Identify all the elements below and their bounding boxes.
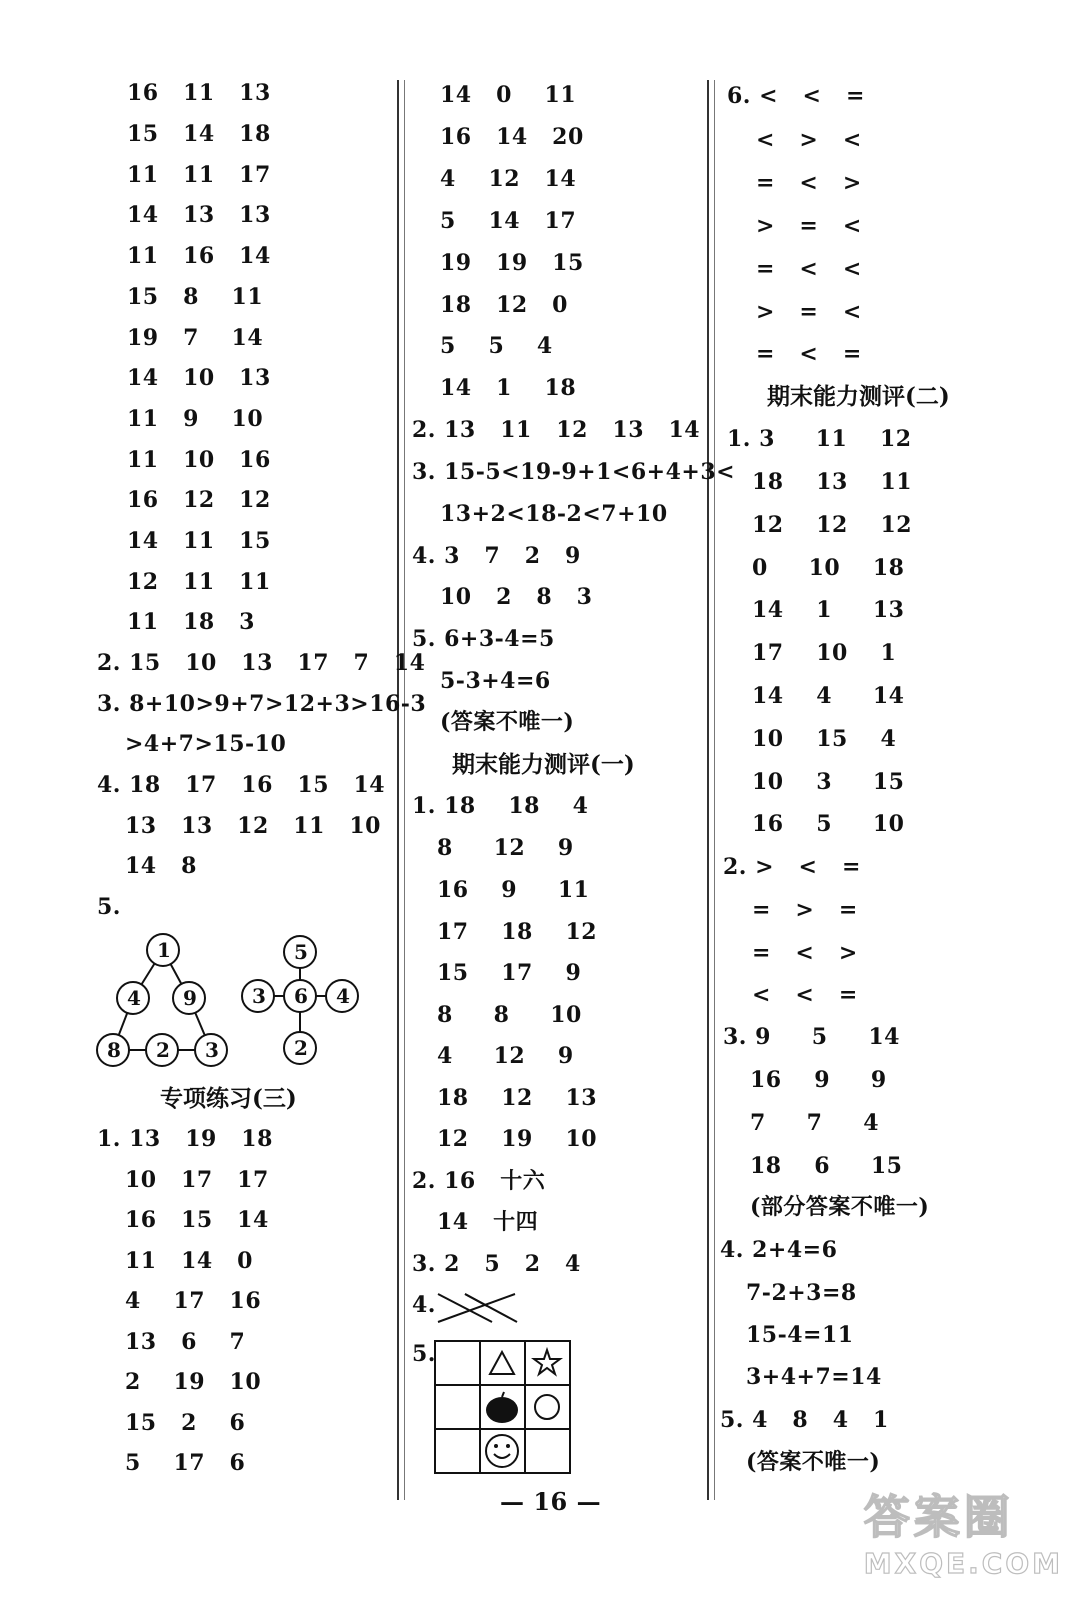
answer-row: 16 14 20 [440,124,584,150]
question-2-row2: 14 十四 [437,1209,539,1235]
answer-row: = > = [752,897,858,923]
question-2: 2. 16 十六 [412,1168,546,1194]
question-5: 5. 6+3-4=5 [412,626,555,652]
answer-row: 11 9 10 [127,406,264,432]
answer-row: 15 8 11 [127,284,264,310]
answer-note: (答案不唯一) [746,1449,881,1475]
triangle-icon [490,1352,514,1374]
question-2: 2. 13 11 12 13 14 [412,417,701,443]
answer-row: 18 12 13 [437,1085,598,1111]
answer-row: 10 17 17 [125,1167,269,1193]
question-5: 5. [412,1341,436,1367]
watermark-text: 答案圈 [863,1490,1014,1544]
question-3: 3. 9 5 14 [723,1024,900,1050]
answer-row: 5 17 6 [125,1450,246,1476]
answer-row: 14 4 14 [752,683,905,709]
question-5: 5. [97,894,121,920]
answer-row: 10 3 15 [752,769,905,795]
answer-row: 11 18 3 [127,609,255,635]
answer-row: > = < [756,213,862,239]
section-title: 期末能力测评(二) [767,383,950,410]
circle-icon [535,1395,559,1419]
shape-grid-diagram [434,1340,574,1474]
answer-row: 17 10 1 [752,640,897,666]
column-divider-left [397,80,399,1500]
answer-row: 18 12 0 [440,292,568,318]
answer-row: 8 12 9 [437,835,574,861]
answer-row: 7-2+3=8 [746,1280,857,1306]
answer-row: 19 7 14 [127,325,264,351]
question-2: 2. > < = [723,854,861,880]
answer-row: 14 1 18 [440,375,577,401]
question-4: 4. 3 7 2 9 [412,543,581,569]
answer-row: 1. 18 18 4 [412,793,589,819]
cross-node: 5 [294,940,308,964]
star-icon [534,1350,560,1374]
triangle-node: 1 [157,938,171,962]
triangle-node: 2 [156,1038,170,1062]
cross-node: 3 [252,984,266,1008]
answer-row: = < < [756,256,862,282]
answer-row: 4 17 16 [125,1288,262,1314]
answer-row: < > < [756,127,862,153]
answer-row: 14 0 11 [440,82,577,108]
triangle-node: 4 [127,986,141,1010]
answer-row: 11 11 17 [127,162,271,188]
question-4-row2: 10 2 8 3 [440,584,593,610]
answer-row: 18 6 15 [750,1153,903,1179]
answer-row: 16 11 13 [127,80,271,106]
question-4: 4. 2+4=6 [720,1237,838,1263]
answer-row: 4 12 9 [437,1043,574,1069]
column-divider-right [707,80,709,1500]
answer-row: = < > [756,170,862,196]
column-divider-left-thin [404,80,405,1500]
answer-row: 11 10 16 [127,447,271,473]
answer-row: 10 15 4 [752,726,897,752]
answer-row: 5 5 4 [440,333,553,359]
cross-node: 4 [336,984,350,1008]
answer-row: 13 6 7 [125,1329,246,1355]
answer-row: 12 12 12 [752,512,913,538]
apple-icon [486,1392,518,1423]
answer-row: < < = [752,982,858,1008]
watermark-url: MXQE.COM [863,1547,1063,1580]
question-3-cont: 13+2<18-2<7+10 [440,501,668,527]
answer-row: 18 13 11 [752,469,913,495]
answer-row: 16 9 9 [750,1067,887,1093]
answer-row: 11 14 0 [125,1248,253,1274]
answer-row: 19 19 15 [440,250,584,276]
answer-row: 1. 3 11 12 [727,426,912,452]
answer-row: 11 16 14 [127,243,271,269]
answer-row: 14 13 13 [127,202,271,228]
section-title: 期末能力测评(一) [452,751,635,778]
question-4-row2: 13 13 12 11 10 [125,813,381,839]
answer-row: = < = [756,341,862,367]
matching-lines-diagram [435,1288,525,1328]
question-3: 3. 8+10>9+7>12+3>16-3 [97,691,427,717]
question-6: 6. < < = [727,83,865,109]
answer-row: 15 17 9 [437,960,582,986]
question-3: 3. 15-5<19-9+1<6+4+3< [412,459,736,485]
answer-row: 17 18 12 [437,919,598,945]
question-5: 5. 4 8 4 1 [720,1407,889,1433]
answer-row: 12 11 11 [127,569,271,595]
answer-row: = < > [752,940,858,966]
answer-row: 3+4+7=14 [746,1364,882,1390]
answer-row: 7 7 4 [750,1110,880,1136]
answer-row: 16 15 14 [125,1207,269,1233]
question-3-cont: >4+7>15-10 [125,731,287,757]
question-4: 4. [412,1292,436,1318]
smiley-face-icon [486,1435,518,1467]
question-5-row2: 5-3+4=6 [440,668,551,694]
answer-row: 16 12 12 [127,487,271,513]
answer-row: 1. 13 19 18 [97,1126,273,1152]
question-4: 4. 18 17 16 15 14 [97,772,386,798]
answer-row: > = < [756,299,862,325]
question-4-row3: 14 8 [125,853,197,879]
answer-row: 14 11 15 [127,528,271,554]
column-divider-right-thin [714,80,715,1500]
triangle-node: 9 [183,986,197,1010]
question-2: 2. 15 10 13 17 7 14 [97,650,426,676]
answer-row: 5 14 17 [440,208,577,234]
answer-row: 12 19 10 [437,1126,598,1152]
section-title: 专项练习(三) [160,1085,297,1112]
answer-row: 4 12 14 [440,166,577,192]
question-3: 3. 2 5 2 4 [412,1251,581,1277]
answer-row: 16 9 11 [437,877,590,903]
cross-node: 6 [294,984,308,1008]
answer-note: (部分答案不唯一) [750,1194,930,1220]
page-number: — 16 — [500,1487,602,1516]
cross-node: 2 [294,1036,308,1060]
triangle-node: 3 [205,1038,219,1062]
answer-row: 16 5 10 [752,811,905,837]
answer-row: 2 19 10 [125,1369,262,1395]
triangle-node: 8 [107,1038,121,1062]
watermark-logo [864,1481,1063,1580]
answer-row: 15 2 6 [125,1410,246,1436]
answer-row: 14 1 13 [752,597,905,623]
answer-row: 0 10 18 [752,555,905,581]
answer-row: 15 14 18 [127,121,271,147]
answer-row: 8 8 10 [437,1002,582,1028]
answer-row: 15-4=11 [746,1322,854,1348]
answer-row: 14 10 13 [127,365,271,391]
answer-note: (答案不唯一) [440,709,575,735]
